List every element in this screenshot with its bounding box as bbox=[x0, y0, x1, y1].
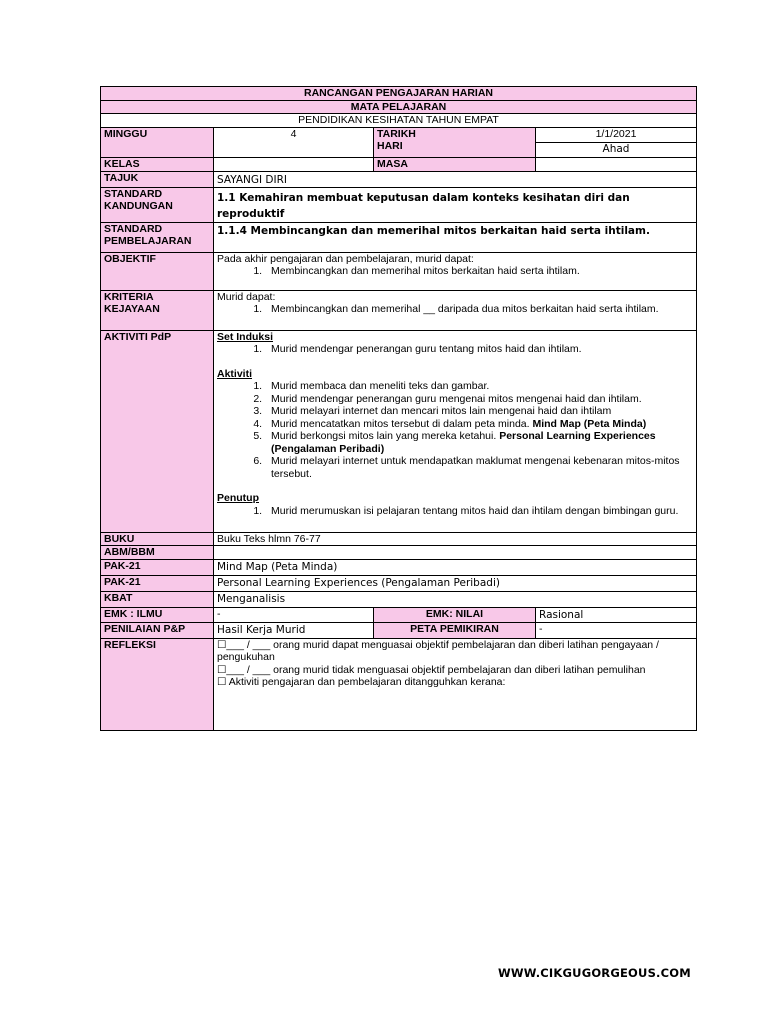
refleksi-line-2: ☐___ / ___ orang murid tidak menguasai objektif pembelajaran dan diberi latihan pemulihan bbox=[217, 663, 646, 676]
subject-name: PENDIDIKAN KESIHATAN TAHUN EMPAT bbox=[101, 114, 697, 128]
penilaian-label: PENILAIAN P&P bbox=[101, 622, 214, 638]
item-text: Murid mencatatkan mitos tersebut di dalam peta minda. bbox=[271, 417, 530, 430]
plan-title: RANCANGAN PENGAJARAN HARIAN bbox=[101, 87, 697, 101]
emk-nilai-value: Rasional bbox=[536, 607, 697, 622]
pak21-value: Personal Learning Experiences (Pengalaman Peribadi) bbox=[214, 575, 697, 591]
standard-kandungan-label-2: KANDUNGAN bbox=[104, 200, 173, 212]
list-item: 1. Murid mendengar penerangan guru tentang mitos haid dan ihtilam. bbox=[265, 343, 693, 356]
standard-kandungan-label-1: STANDARD bbox=[104, 187, 163, 200]
pak21-label: PAK-21 bbox=[101, 575, 214, 591]
aktiviti-list bbox=[217, 380, 693, 480]
minggu-label: MINGGU bbox=[101, 127, 214, 157]
item-text: Murid berkongsi mitos lain yang mereka ketahui. bbox=[271, 430, 497, 442]
tarikh-value: 1/1/2021 bbox=[536, 127, 697, 142]
item-bold-text: Mind Map (Peta Minda) bbox=[532, 417, 647, 430]
kbat-value: Menganalisis bbox=[214, 591, 697, 607]
list-item: 6. Murid melayari internet untuk mendapatkan maklumat mengenai kebenaran mitos-mitos tersebut. bbox=[265, 455, 693, 480]
objektif-list bbox=[217, 265, 693, 278]
tarikh-hari-label bbox=[374, 127, 536, 157]
refleksi-content bbox=[214, 638, 697, 730]
standard-pembelajaran-label-1: STANDARD bbox=[104, 222, 163, 235]
objektif-label: OBJEKTIF bbox=[101, 252, 214, 290]
standard-pembelajaran-value: 1.1.4 Membincangkan dan memerihal mitos berkaitan haid serta ihtilam. bbox=[214, 222, 697, 252]
kriteria-intro: Murid dapat: bbox=[217, 290, 276, 303]
lesson-plan-table bbox=[100, 86, 697, 731]
penutup-list bbox=[217, 505, 693, 518]
list-item: 2. Murid mendengar penerangan guru mengenai mitos mengenai haid dan ihtilam. bbox=[265, 393, 693, 406]
lesson-plan bbox=[100, 86, 696, 731]
kbat-label: KBAT bbox=[101, 591, 214, 607]
list-item bbox=[265, 430, 693, 455]
list-item: 1. Membincangkan dan memerihal __ daripada dua mitos berkaitan haid serta ihtilam. bbox=[265, 303, 693, 316]
buku-label: BUKU bbox=[101, 532, 214, 546]
abm-label: ABM/BBM bbox=[101, 546, 214, 560]
hari-value: Ahad bbox=[536, 142, 697, 157]
list-item: 1. Murid merumuskan isi pelajaran tentang mitos haid dan ihtilam dengan bimbingan guru. bbox=[265, 505, 693, 518]
tajuk-label: TAJUK bbox=[101, 171, 214, 187]
set-induksi-list bbox=[217, 343, 693, 356]
tarikh-label: TARIKH bbox=[377, 127, 416, 140]
penutup-title: Penutup bbox=[217, 492, 259, 504]
standard-kandungan-value: 1.1 Kemahiran membuat keputusan dalam konteks kesihatan diri dan reproduktif bbox=[214, 187, 697, 222]
objektif-content bbox=[214, 252, 697, 290]
aktiviti-title: Aktiviti bbox=[217, 367, 253, 380]
peta-pemikiran-value: - bbox=[536, 622, 697, 638]
emk-ilmu-label: EMK : ILMU bbox=[101, 607, 214, 622]
abm-value bbox=[214, 546, 697, 560]
standard-kandungan-label bbox=[101, 187, 214, 222]
set-induksi-title: Set Induksi bbox=[217, 330, 274, 343]
kriteria-label bbox=[101, 290, 214, 330]
kelas-label: KELAS bbox=[101, 157, 214, 171]
buku-value: Buku Teks hlmn 76-77 bbox=[214, 532, 697, 546]
item-bold-text: Personal Learning Experiences (Pengalaman Peribadi) bbox=[271, 430, 656, 455]
list-item: 1. Membincangkan dan memerihal mitos berkaitan haid serta ihtilam. bbox=[265, 265, 693, 278]
pak21-value: Mind Map (Peta Minda) bbox=[214, 559, 697, 575]
list-item: 3. Murid melayari internet dan mencari mitos lain mengenai haid dan ihtilam bbox=[265, 405, 693, 418]
list-item bbox=[265, 418, 693, 431]
refleksi-line-3: ☐ Aktiviti pengajaran dan pembelajaran ditangguhkan kerana: bbox=[217, 676, 506, 688]
kriteria-label-1: KRITERIA bbox=[104, 290, 154, 303]
standard-pembelajaran-label bbox=[101, 222, 214, 252]
kriteria-label-2: KEJAYAAN bbox=[104, 303, 160, 315]
standard-pembelajaran-label-2: PEMBELAJARAN bbox=[104, 235, 192, 247]
minggu-value: 4 bbox=[214, 127, 374, 157]
aktiviti-content bbox=[214, 330, 697, 532]
kriteria-content bbox=[214, 290, 697, 330]
emk-ilmu-value: - bbox=[214, 607, 374, 622]
subject-label: MATA PELAJARAN bbox=[101, 100, 697, 114]
penilaian-value: Hasil Kerja Murid bbox=[214, 622, 374, 638]
website-url[interactable]: WWW.CIKGUGORGEOUS.COM bbox=[498, 966, 691, 980]
kelas-value bbox=[214, 157, 374, 171]
pak21-label: PAK-21 bbox=[101, 559, 214, 575]
masa-value bbox=[536, 157, 697, 171]
hari-label: HARI bbox=[377, 140, 403, 152]
aktiviti-label: AKTIVITI PdP bbox=[101, 330, 214, 532]
list-item: 1. Murid membaca dan meneliti teks dan gambar. bbox=[265, 380, 693, 393]
objektif-intro: Pada akhir pengajaran dan pembelajaran, murid dapat: bbox=[217, 252, 474, 265]
emk-nilai-label: EMK: NILAI bbox=[374, 607, 536, 622]
masa-label: MASA bbox=[374, 157, 536, 171]
tajuk-value: SAYANGI DIRI bbox=[214, 171, 697, 187]
refleksi-label: REFLEKSI bbox=[101, 638, 214, 730]
kriteria-list bbox=[217, 303, 693, 316]
refleksi-line-1: ☐___ / ___ orang murid dapat menguasai objektif pembelajaran dan diberi latihan pengayaan / pengukuhan bbox=[217, 638, 659, 663]
peta-pemikiran-label: PETA PEMIKIRAN bbox=[374, 622, 536, 638]
